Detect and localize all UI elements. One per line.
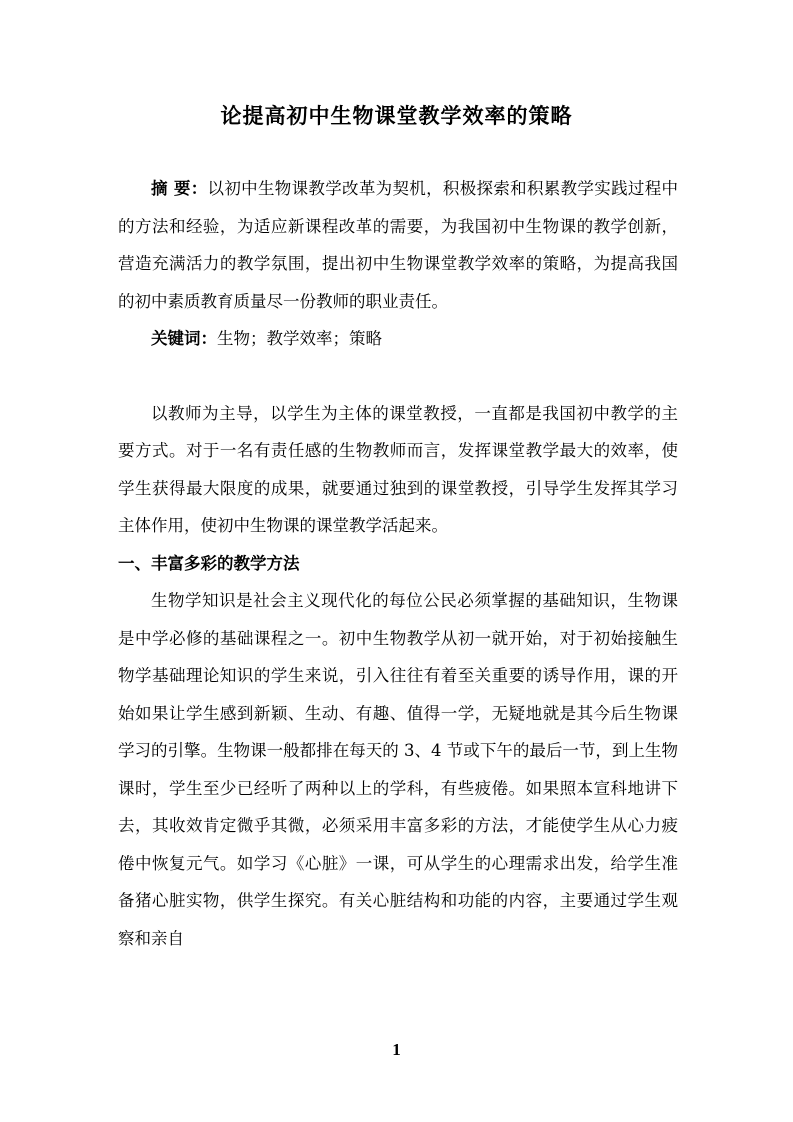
section-heading: 一、丰富多彩的教学方法 — [118, 553, 300, 573]
document-title: 论提高初中生物课堂教学效率的策略 — [220, 104, 573, 128]
abstract-text: 以初中生物课教学改革为契机，积极探索和积累教学实践过程中的方法和经验，为适应新课程改革的需要，为我国初中生物课的教学创新，营造充满活力的教学氛围，提出初中生物课堂教学效率的策略，为提高我国的初中素质教育质量尽一份教师的职业责任。 — [118, 179, 679, 311]
intro-paragraph: 以教师为主导，以学生为主体的课堂教授，一直都是我国初中教学的主要方式。对于一名有责任感的生物教师而言，发挥课堂教学最大的效率，使学生获得最大限度的成果，就要通过独到的课堂教授，引导学生发挥其学习主体作用，使初中生物课的课堂教学活起来。 — [118, 403, 678, 535]
keywords-paragraph — [118, 320, 678, 358]
keywords-label: 关键词： — [151, 329, 217, 348]
document-body — [118, 170, 678, 957]
abstract-paragraph — [118, 170, 678, 320]
keywords-text: 生物；教学效率；策略 — [217, 329, 382, 348]
blank-line — [118, 358, 678, 395]
abstract-label: 摘 要： — [151, 179, 208, 198]
section-paragraph: 生物学知识是社会主义现代化的每位公民必须掌握的基础知识，生物课是中学必修的基础课程之一。初中生物教学从初一就开始，对于初始接触生物学基础理论知识的学生来说，引入往往有着至关重要的诱导作用，课的开始如果让学生感到新颖、生动、有趣、值得一学，无疑地就是其今后生物课学习的引擎。生物课一般都排在每天的 3、4 节或下午的最后一节，到上生物课时，学生至少已经听了两种以上的学科，有些疲倦。如果照本宣科地讲下去，其收效肯定微乎其微，必须采用丰富多彩的方法，才能使学生从心力疲倦中恢复元气。如学习《心脏》一课，可从学生的心理需求出发，给学生准备猪心脏实物，供学生探究。有关心脏结构和功能的内容，主要通过学生观察和亲自 — [118, 591, 678, 948]
page-number: 1 — [392, 1040, 401, 1059]
